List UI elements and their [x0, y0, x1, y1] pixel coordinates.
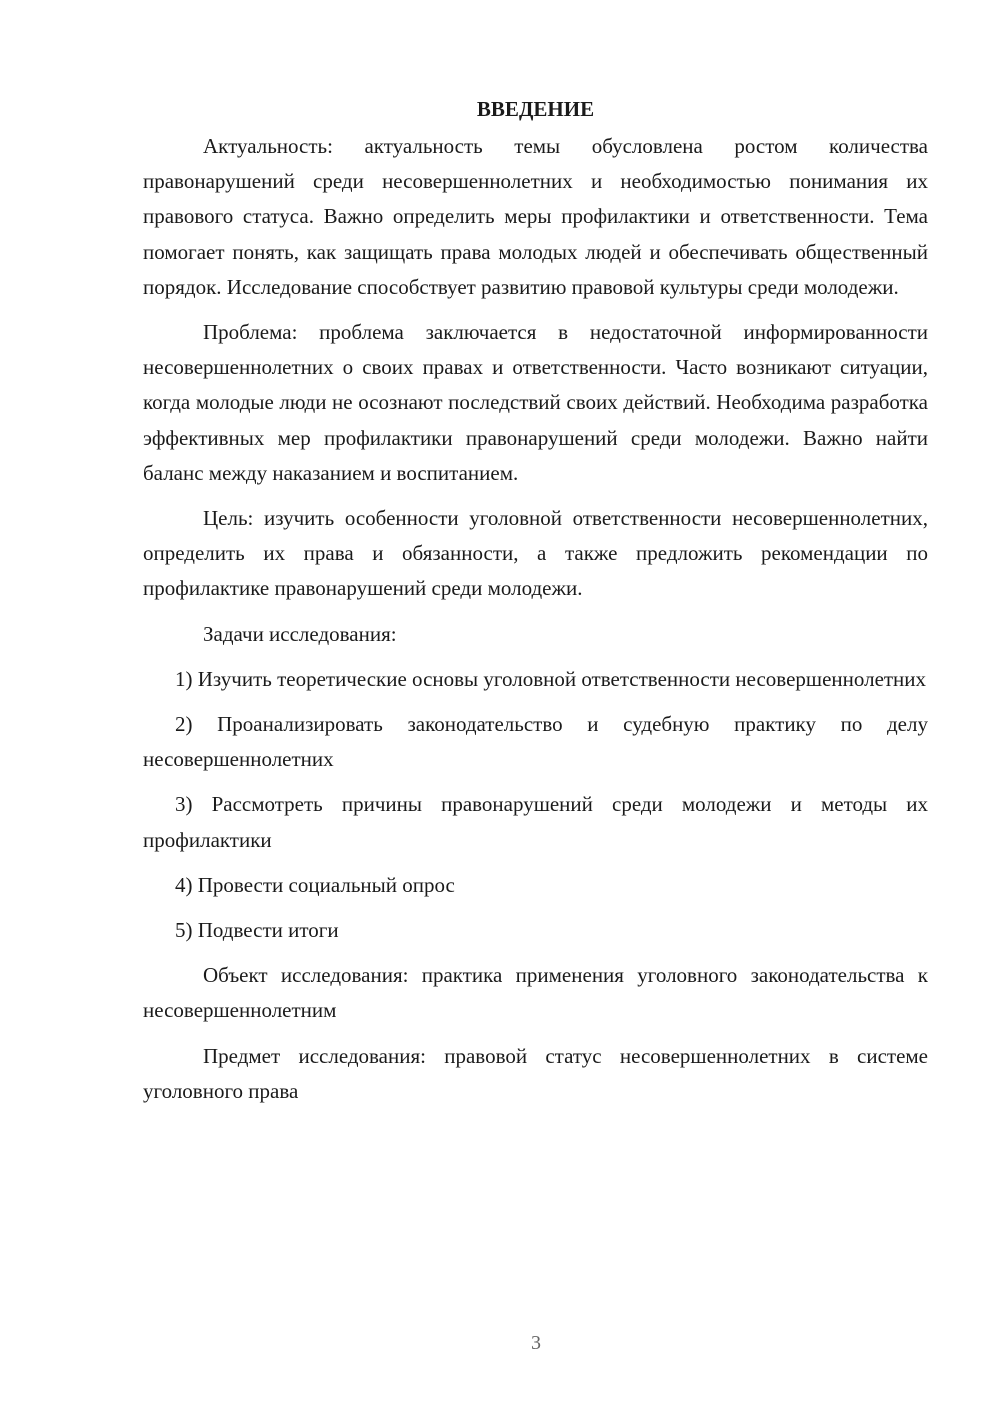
- goal-paragraph: Цель: изучить особенности уголовной ответственности несовершеннолетних, определить их права и обязанности, а также предложить рекомендации по профилактике правонарушений среди молодежи.: [143, 506, 928, 601]
- task-item: 2) Проанализировать законодательство и судебную практику по делу несовершеннолетних: [143, 712, 928, 772]
- task-item: 3) Рассмотреть причины правонарушений среди молодежи и методы их профилактики: [143, 792, 928, 852]
- object-paragraph: Объект исследования: практика применения уголовного законодательства к несовершеннолетним: [143, 963, 928, 1023]
- page-number: 3: [531, 1332, 541, 1354]
- relevance-paragraph: Актуальность: актуальность темы обусловлена ростом количества правонарушений среди несовершеннолетних и необходимостью понимания их правового статуса. Важно определить меры профилактики и ответственности. Тема помогает понять, как защищать права молодых людей и обеспечивать общественный порядок. Исследование способствует развитию правовой культуры среди молодежи.: [143, 134, 928, 299]
- problem-paragraph: Проблема: проблема заключается в недостаточной информированности несовершеннолетних о своих правах и ответственности. Часто возникают ситуации, когда молодые люди не осознают последствий своих действий. Необходима разработка эффективных мер профилактики правонарушений среди молодежи. Важно найти баланс между наказанием и воспитанием.: [143, 320, 928, 485]
- subject-paragraph: Предмет исследования: правовой статус несовершеннолетних в системе уголовного права: [143, 1043, 928, 1103]
- section-title: ВВЕДЕНИЕ: [476, 97, 595, 121]
- task-item: 5) Подвести итоги: [175, 918, 339, 943]
- task-item: 4) Провести социальный опрос: [175, 872, 455, 897]
- task-item: 1) Изучить теоретические основы уголовной ответственности несовершеннолетних: [175, 666, 927, 691]
- tasks-heading: Задачи исследования:: [203, 621, 397, 646]
- document-page: [143, 92, 928, 1119]
